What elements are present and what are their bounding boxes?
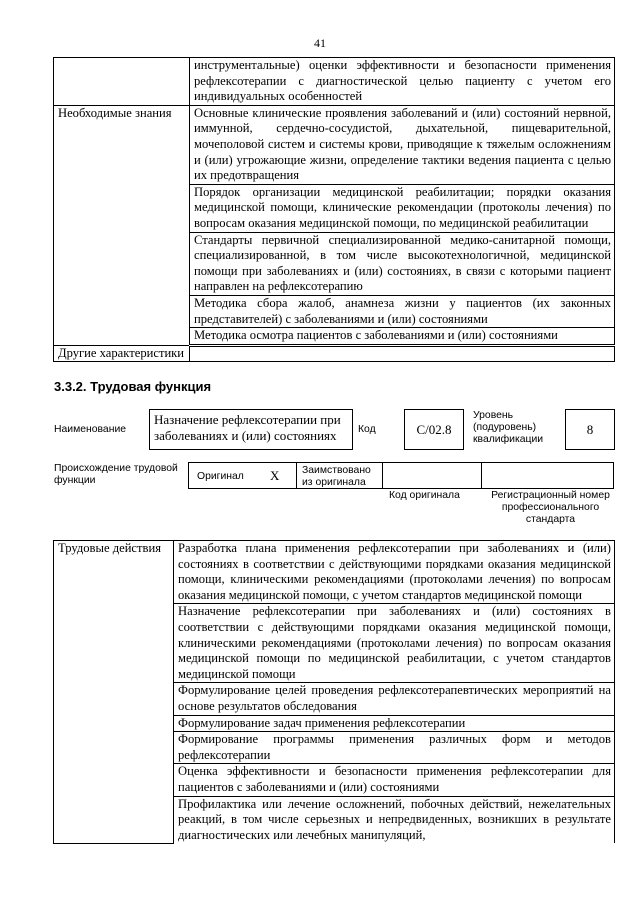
section-heading: 3.3.2. Трудовая функция bbox=[54, 379, 212, 394]
code-value: C/02.8 bbox=[404, 409, 464, 450]
origin-code-cell bbox=[382, 462, 482, 489]
level-value: 8 bbox=[565, 409, 615, 450]
table-row bbox=[54, 541, 615, 604]
required-knowledge-table bbox=[53, 57, 615, 362]
action-text: Назначение рефлексотерапии при заболеваниях и (или) состояниях в соответствии с действующими порядками оказания медицинской помощи, клиническими рекомендациями (протоколами лечения) по вопросам оказания медицинской помощи по медицинской реабилитации, с учетом стандартов медицинской помощи bbox=[174, 604, 615, 683]
action-text: Профилактика или лечение осложнений, побочных действий, нежелательных реакций, в том числе серьезных и непредвиденных, возникших в результате диагностических или лечебных манипуляций, bbox=[174, 796, 615, 843]
origin-row bbox=[189, 462, 614, 489]
row-text: Порядок организации медицинской реабилитации; порядки оказания медицинской помощи, клинические рекомендации (протоколы лечения) по вопросам оказания медицинской помощи, по медицинской реабилитации bbox=[190, 184, 615, 232]
row-text: Основные клинические проявления заболеваний и (или) состояний нервной, иммунной, сердечно-сосудистой, дыхательной, пищеварительной, мочеполовой систем и системы крови, приводящие к тяжелым осложнениям и (или) угрожающие жизни, определение тактики ведения пациента с целью их предотвращения bbox=[190, 105, 615, 184]
original-label: Оригинал bbox=[197, 471, 244, 482]
table-row bbox=[54, 105, 615, 184]
action-text: Разработка плана применения рефлексотерапии при заболеваниях и (или) состояниях в соответствии с действующими порядками оказания медицинской помощи, клиническими рекомендациями (протоколами лечения) по вопросам оказания медицинской помощи, с учетом стандартов медицинской помощи bbox=[174, 541, 615, 604]
reg-number-label: Регистрационный номер профессионального стандарта bbox=[491, 490, 610, 525]
origin-label: Происхождение трудовой функции bbox=[54, 463, 178, 486]
level-label: Уровень (подуровень) квалификации bbox=[473, 410, 544, 445]
row-text: Стандарты первичной специализированной медико-санитарной помощи, специализированной, в том числе высокотехнологичной, медицинской помощи при заболеваниях и (или) состояниях, в связи с которыми пациент направлен на рефлексотерапию bbox=[190, 232, 615, 295]
table-row bbox=[54, 58, 615, 106]
row-text: инструментальные) оценки эффективности и безопасности применения рефлексотерапии с диагностической целью пациенту с учетом его индивидуальных особенностей bbox=[190, 58, 615, 106]
page-number: 41 bbox=[314, 36, 326, 50]
labor-actions-table bbox=[53, 540, 615, 844]
reg-number-cell bbox=[481, 462, 614, 489]
action-text: Оценка эффективности и безопасности применения рефлексотерапии для пациентов с заболеваниями и (или) состояниями bbox=[174, 764, 615, 796]
action-text: Формулирование задач применения рефлексотерапии bbox=[174, 715, 615, 732]
row-label-other-characteristics: Другие характеристики bbox=[54, 345, 190, 362]
row-text: Методика осмотра пациентов с заболеваниями и (или) состояниями bbox=[190, 328, 615, 346]
name-value: Назначение рефлексотерапии при заболеваниях и (или) состояниях bbox=[149, 409, 353, 450]
row-label-required-knowledge: Необходимые знания bbox=[54, 105, 190, 345]
row-label bbox=[54, 58, 190, 106]
borrowed-cell bbox=[296, 462, 383, 489]
table-row bbox=[54, 345, 615, 362]
row-text bbox=[190, 345, 615, 362]
row-text: Методика сбора жалоб, анамнеза жизни у пациентов (их законных представителей) с заболеваниями и (или) состояниями bbox=[190, 295, 615, 327]
borrowed-label: Заимствовано из оригинала bbox=[302, 465, 371, 488]
code-label: Код bbox=[358, 424, 376, 435]
origin-code-label: Код оригинала bbox=[389, 490, 460, 501]
original-mark: X bbox=[270, 468, 280, 483]
action-text: Формулирование целей проведения рефлексотерапевтических мероприятий на основе результатов обследования bbox=[174, 683, 615, 715]
original-cell bbox=[188, 462, 297, 489]
name-label: Наименование bbox=[54, 424, 127, 435]
action-text: Формирование программы применения различных форм и методов рефлексотерапии bbox=[174, 732, 615, 764]
row-label-labor-actions: Трудовые действия bbox=[54, 541, 174, 844]
